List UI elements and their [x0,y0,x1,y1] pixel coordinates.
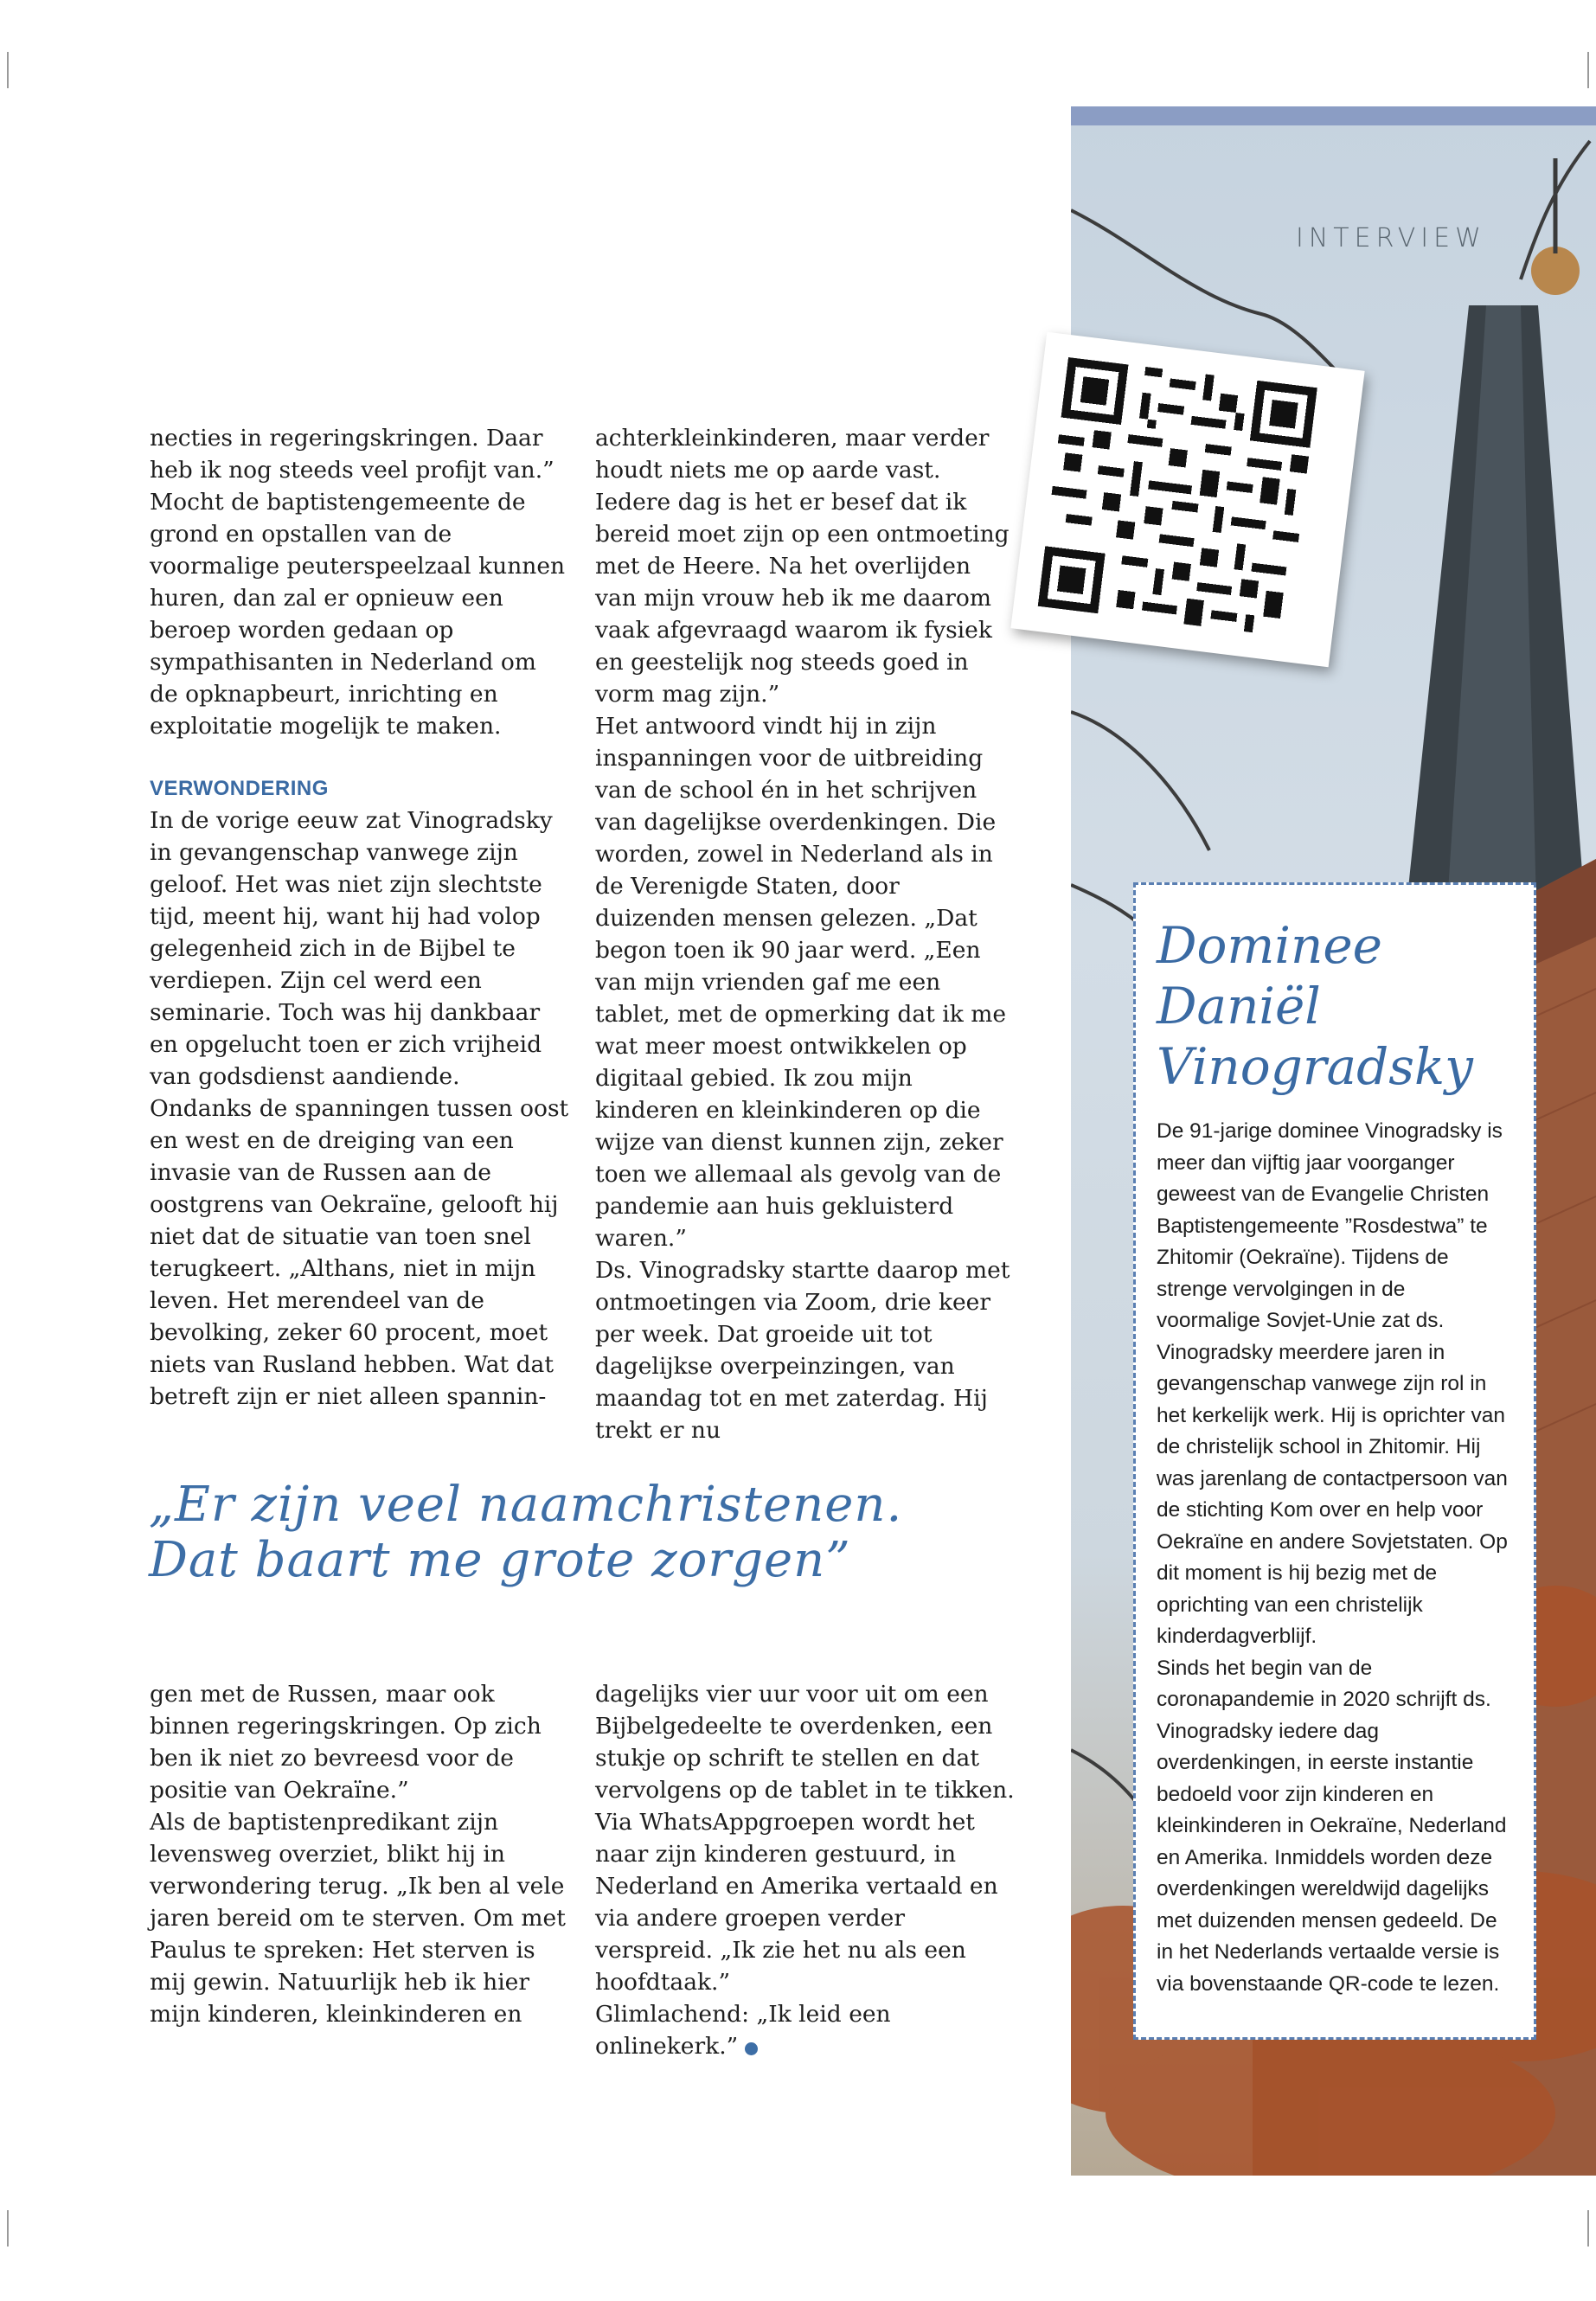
body-paragraph: In de vorige eeuw zat Vinogradsky in gevangenschap vanwege zijn geloof. Het was niet zijn slechtste tijd, meent hij, want hij had volop gelegenheid zich in de Bijbel te verdiepen. Zijn cel werd een seminarie. Toch was hij dankbaar en opgelucht toen er zich vrijheid van godsdienst aandiende. Ondanks de spanningen tussen oost en west en de dreiging van een invasie van de Russen aan de oostgrens van Oekraïne, gelooft hij niet dat de situatie van toen snel terugkeert. „Althans, niet in mijn leven. Het merendeel van de bevolking, zeker 60 procent, moet niets van Rusland hebben. Wat dat betreft zijn er niet alleen spannin- [150,807,569,1410]
qr-code-icon [1038,357,1317,637]
body-paragraph: Als de baptistenpredikant zijn levensweg overziet, blikt hij in verwondering terug. „Ik ben al vele jaren bereid om te sterven. Om met Paulus te spreken: Het sterven is mij gewin. Natuurlijk heb ik hier mijn kinderen, kleinkinderen en [150,1809,566,2028]
article-column-2 [595,422,1015,1446]
body-paragraph: gen met de Russen, maar ook binnen regeringskringen. Op zich ben ik niet zo bevreesd voor de positie van Oekraïne.” [150,1681,542,1804]
body-paragraph: achterkleinkinderen, maar verder houdt niets me op aarde vast. Iedere dag is het er besef dat ik bereid moet zijn op een ontmoeting met de Heere. Na het overlijden van mijn vrouw heb ik me daarom vaak afgevraagd waarom ik fysiek en geestelijk nog steeds goed in vorm mag zijn.” [595,425,1010,708]
crop-mark [1587,52,1589,88]
body-paragraph: dagelijks vier uur voor uit om een Bijbelgedeelte te overdenken, een stukje op schrift te stellen en dat vervolgens op de tablet in te tikken. Via WhatsAppgroepen wordt het naar zijn kinderen gestuurd, in Nederland en Amerika vertaald en via andere groepen verder verspreid. „Ik zie het nu als een hoofdtaak.” [595,1681,1015,1996]
body-paragraph: Mocht de baptistengemeente de grond en opstallen van de voormalige peuterspeelzaal kunnen huren, dan zal er opnieuw een beroep worden gedaan op sympathisanten in Nederland om de opknapbeurt, inrichting en exploitatie mogelijk te maken. [150,489,566,740]
article-column-2-bottom [595,1678,1015,2062]
crop-mark [7,2210,9,2247]
article-column-1 [150,422,569,1413]
article-column-1-bottom [150,1678,569,2030]
body-paragraph [595,1998,1015,2062]
body-paragraph: Ds. Vinogradsky startte daarop met ontmoetingen via Zoom, drie keer per week. Dat groeide uit tot dagelijkse overpeinzingen, van maandag tot en met zaterdag. Hij trekt er nu [595,1257,1010,1444]
qr-code-card[interactable] [1010,332,1364,668]
crop-mark [7,52,9,88]
pull-quote: „Er zijn veel naamchristenen. Dat baart me grote zorgen” [149,1477,903,1588]
section-heading: VERWONDERING [150,777,329,800]
body-paragraph: necties in regeringskringen. Daar heb ik nog steeds veel profijt van.” [150,425,554,484]
sidebar-paragraph: Sinds het begin van de coronapandemie in 2020 schrijft ds. Vinogradsky iedere dag overdenkingen, in eerste instantie bedoeld voor zijn kinderen en kleinkinderen in Oekraïne, Nederland en Amerika. Inmiddels worden deze overdenkingen wereldwijd dagelijks met duizenden mensen gedeeld. De in het Nederlands vertaalde versie is via bovenstaande QR-code te lezen. [1157,1656,1507,1996]
body-paragraph: Het antwoord vindt hij in zijn inspanningen voor de uitbreiding van de school én in het schrijven van dagelijkse overdenkingen. Die worden, zowel in Nederland als in de Verenigde Staten, door duizenden mensen gelezen. „Dat begon toen ik 90 jaar werd. „Een van mijn vrienden gaf me een tablet, met de opmerking dat ik me wat meer moest ontwikkelen op digitaal gebied. Ik zou mijn kinderen en kleinkinderen op die wijze van dienst kunnen zijn, zeker toen we allemaal als gevolg van de pandemie aan huis gekluisterd waren.” [595,713,1007,1252]
sidebar-paragraph: De 91-jarige dominee Vinogradsky is meer dan vijftig jaar voorganger geweest van de Evangelie Christen Baptistengemeente ”Rosdestwa” te Zhitomir (Oekraïne). Tijdens de strenge vervolgingen in de voormalige Sovjet-Unie zat ds. Vinogradsky meerdere jaren in gevangenschap vanwege zijn rol in het kerkelijk werk. Hij is oprichter van de christelijk school in Zhitomir. Hij was jarenlang de contactpersoon van de stichting Kom over en help voor Oekraïne en andere Sovjetstaten. Op dit moment is hij bezig met de oprichting van een christelijk kinderdagverblijf. [1157,1119,1508,1648]
closing-line: Glimlachend: „Ik leid een onlinekerk.” [595,2001,891,2060]
sidebar-title: Dominee Daniël Vinogradsky [1157,916,1473,1096]
profile-sidebar [1133,882,1536,2040]
header-band [1071,106,1596,125]
section-kicker: INTERVIEW [1296,223,1486,253]
end-mark-icon [745,2042,758,2055]
crop-mark [1587,2210,1589,2247]
